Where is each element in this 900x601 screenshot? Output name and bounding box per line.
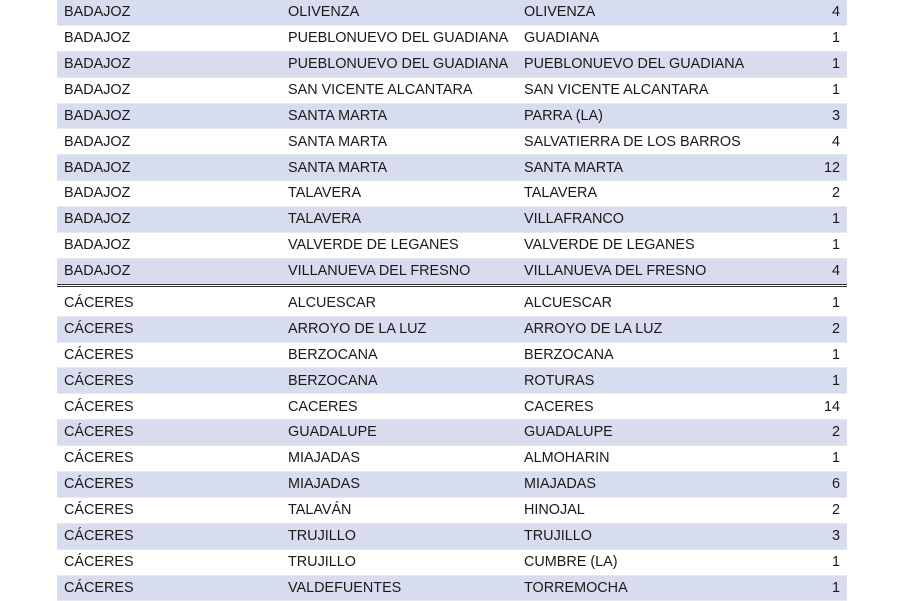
table-row	[57, 523, 847, 549]
count-cell: 1	[759, 285, 847, 316]
province-cell: BADAJOZ	[57, 258, 288, 285]
count-cell: 1	[759, 207, 847, 233]
province-cell: CÁCERES	[57, 394, 288, 420]
province-cell: CÁCERES	[57, 472, 288, 498]
count-cell: 1	[759, 549, 847, 575]
municipality-cell: SANTA MARTA	[288, 129, 524, 155]
province-cell: CÁCERES	[57, 368, 288, 394]
locality-cell: TORREMOCHA	[524, 575, 759, 601]
table-row	[57, 446, 847, 472]
data-table-container	[57, 0, 840, 601]
locality-cell: PARRA (LA)	[524, 103, 759, 129]
locality-cell: GUADALUPE	[524, 420, 759, 446]
table-row	[57, 207, 847, 233]
count-cell: 4	[759, 258, 847, 285]
province-cell: BADAJOZ	[57, 207, 288, 233]
locality-table	[57, 0, 847, 601]
province-cell: BADAJOZ	[57, 103, 288, 129]
province-cell: BADAJOZ	[57, 181, 288, 207]
count-cell: 1	[759, 25, 847, 51]
municipality-cell: SAN VICENTE ALCANTARA	[288, 77, 524, 103]
table-row	[57, 368, 847, 394]
municipality-cell: PUEBLONUEVO DEL GUADIANA	[288, 25, 524, 51]
province-cell: BADAJOZ	[57, 0, 288, 25]
count-cell: 2	[759, 181, 847, 207]
table-body	[57, 0, 847, 601]
count-cell: 2	[759, 497, 847, 523]
count-cell: 1	[759, 575, 847, 601]
province-cell: BADAJOZ	[57, 129, 288, 155]
count-cell: 1	[759, 77, 847, 103]
municipality-cell: PUEBLONUEVO DEL GUADIANA	[288, 51, 524, 77]
province-cell: BADAJOZ	[57, 51, 288, 77]
municipality-cell: ARROYO DE LA LUZ	[288, 316, 524, 342]
locality-cell: PUEBLONUEVO DEL GUADIANA	[524, 51, 759, 77]
count-cell: 1	[759, 233, 847, 259]
province-cell: CÁCERES	[57, 523, 288, 549]
municipality-cell: BERZOCANA	[288, 368, 524, 394]
count-cell: 4	[759, 129, 847, 155]
table-row	[57, 497, 847, 523]
table-row	[57, 472, 847, 498]
municipality-cell: ALCUESCAR	[288, 285, 524, 316]
count-cell: 2	[759, 420, 847, 446]
municipality-cell: TALAVÁN	[288, 497, 524, 523]
locality-cell: SAN VICENTE ALCANTARA	[524, 77, 759, 103]
province-cell: CÁCERES	[57, 342, 288, 368]
locality-cell: TRUJILLO	[524, 523, 759, 549]
municipality-cell: MIAJADAS	[288, 446, 524, 472]
province-cell: BADAJOZ	[57, 77, 288, 103]
municipality-cell: TRUJILLO	[288, 523, 524, 549]
table-row	[57, 51, 847, 77]
locality-cell: VILLANUEVA DEL FRESNO	[524, 258, 759, 285]
table-row	[57, 181, 847, 207]
locality-cell: VILLAFRANCO	[524, 207, 759, 233]
municipality-cell: GUADALUPE	[288, 420, 524, 446]
locality-cell: TALAVERA	[524, 181, 759, 207]
count-cell: 12	[759, 155, 847, 181]
table-row	[57, 420, 847, 446]
count-cell: 4	[759, 0, 847, 25]
locality-cell: ALMOHARIN	[524, 446, 759, 472]
municipality-cell: VALDEFUENTES	[288, 575, 524, 601]
locality-cell: HINOJAL	[524, 497, 759, 523]
table-row	[57, 155, 847, 181]
count-cell: 14	[759, 394, 847, 420]
table-row	[57, 0, 847, 25]
count-cell: 3	[759, 103, 847, 129]
locality-cell: CUMBRE (LA)	[524, 549, 759, 575]
province-cell: CÁCERES	[57, 549, 288, 575]
table-row	[57, 316, 847, 342]
province-cell: BADAJOZ	[57, 25, 288, 51]
locality-cell: ALCUESCAR	[524, 285, 759, 316]
municipality-cell: TRUJILLO	[288, 549, 524, 575]
count-cell: 1	[759, 51, 847, 77]
municipality-cell: BERZOCANA	[288, 342, 524, 368]
municipality-cell: OLIVENZA	[288, 0, 524, 25]
count-cell: 1	[759, 342, 847, 368]
count-cell: 1	[759, 368, 847, 394]
municipality-cell: CACERES	[288, 394, 524, 420]
locality-cell: SALVATIERRA DE LOS BARROS	[524, 129, 759, 155]
locality-cell: ARROYO DE LA LUZ	[524, 316, 759, 342]
locality-cell: VALVERDE DE LEGANES	[524, 233, 759, 259]
table-row	[57, 394, 847, 420]
locality-cell: BERZOCANA	[524, 342, 759, 368]
table-row	[57, 258, 847, 285]
locality-cell: OLIVENZA	[524, 0, 759, 25]
count-cell: 2	[759, 316, 847, 342]
table-row	[57, 575, 847, 601]
table-row	[57, 233, 847, 259]
locality-cell: SANTA MARTA	[524, 155, 759, 181]
table-row	[57, 129, 847, 155]
locality-cell: MIAJADAS	[524, 472, 759, 498]
table-row	[57, 103, 847, 129]
province-cell: BADAJOZ	[57, 233, 288, 259]
municipality-cell: TALAVERA	[288, 181, 524, 207]
count-cell: 1	[759, 446, 847, 472]
municipality-cell: MIAJADAS	[288, 472, 524, 498]
table-row	[57, 25, 847, 51]
count-cell: 6	[759, 472, 847, 498]
province-cell: BADAJOZ	[57, 155, 288, 181]
table-row	[57, 342, 847, 368]
table-row	[57, 549, 847, 575]
province-cell: CÁCERES	[57, 446, 288, 472]
count-cell: 3	[759, 523, 847, 549]
province-cell: CÁCERES	[57, 316, 288, 342]
municipality-cell: SANTA MARTA	[288, 103, 524, 129]
locality-cell: GUADIANA	[524, 25, 759, 51]
province-cell: CÁCERES	[57, 285, 288, 316]
locality-cell: ROTURAS	[524, 368, 759, 394]
province-cell: CÁCERES	[57, 575, 288, 601]
province-cell: CÁCERES	[57, 420, 288, 446]
municipality-cell: VALVERDE DE LEGANES	[288, 233, 524, 259]
table-row	[57, 77, 847, 103]
table-row	[57, 285, 847, 316]
province-cell: CÁCERES	[57, 497, 288, 523]
municipality-cell: TALAVERA	[288, 207, 524, 233]
municipality-cell: VILLANUEVA DEL FRESNO	[288, 258, 524, 285]
locality-cell: CACERES	[524, 394, 759, 420]
municipality-cell: SANTA MARTA	[288, 155, 524, 181]
